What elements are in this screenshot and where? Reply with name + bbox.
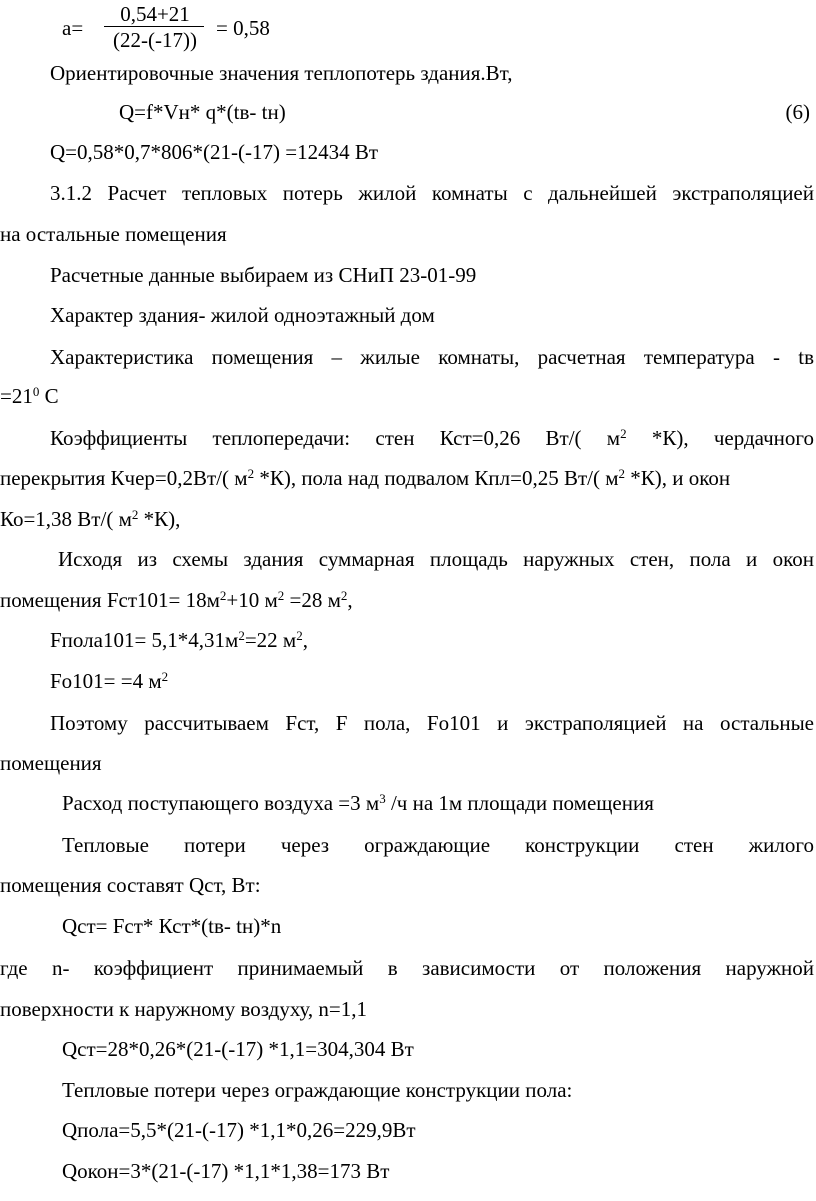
line-28: Qпола=5,5*(21-(-17) *1,1*0,26=229,9Вт — [62, 1118, 416, 1142]
line-2: Ориентировочные значения теплопотерь здания.Вт, — [50, 61, 513, 85]
formula-qst: Qст= Fст* Кст*(tв- tн)*n — [62, 914, 282, 938]
line-8: Характер здания- жилой одноэтажный дом — [50, 303, 435, 327]
line-11: Коэффициенты теплопередачи: стен Кст=0,26 Вт/( $м^2$ *К), чердачного — [50, 426, 814, 450]
line-13: Ко=1,38 Вт/( $м^2$ *К), — [0, 507, 181, 531]
line-7: Расчетные данные выбираем из СНиП 23-01-99 — [50, 263, 477, 287]
line-15: помещения $Fст101= 18м^2+10$ $м^2 =28$ $м^2$, — [0, 588, 353, 612]
line-26: Qст=28*0,26*(21-(-17) *1,1=304,304 Вт — [62, 1037, 414, 1061]
line-18: Поэтому рассчитываем Fст, F пола, Fо101 и экстраполяцией на остальные — [50, 711, 814, 735]
line-20: Расход поступающего воздуха =3 $м^3$ /ч на 1м площади помещения — [62, 791, 654, 815]
line-24: где n- коэффициент принимаемый в зависимости от положения наружной — [0, 956, 814, 980]
line-25: поверхности к наружному воздуху, n=1,1 — [0, 997, 368, 1021]
line-16: Fпола101= $5,1*4,31м^2=22$ $м^2$, — [50, 628, 308, 652]
line-19: помещения — [0, 751, 102, 775]
formula-a-fraction-bar — [104, 26, 204, 27]
formula-a-denominator: (22-(-17)) — [113, 28, 197, 52]
line-10: $=21^0$ С — [0, 384, 59, 408]
formula-a-result: = 0,58 — [216, 16, 270, 40]
line-21: Тепловые потери через ограждающие конструкции стен жилого — [62, 833, 814, 857]
formula-a-label: a= — [62, 16, 84, 40]
formula-a-numerator: 0,54+21 — [120, 2, 190, 26]
line-9: Характеристика помещения – жилые комнаты, расчетная температура - tв — [50, 345, 814, 369]
line-4: Q=0,58*0,7*806*(21-(-17) =12434 Вт — [50, 140, 379, 164]
formula-number: (6) — [785, 100, 810, 124]
section-heading-line-1: 3.1.2 Расчет тепловых потерь жилой комнаты с дальнейшей экстраполяцией — [50, 181, 814, 205]
line-27: Тепловые потери через ограждающие конструкции пола: — [62, 1078, 573, 1102]
formula-q: Q=f*Vн* q*(tв- tн) — [119, 100, 286, 124]
line-17: Fо101= =4 $м^2$ — [50, 669, 169, 693]
section-heading-line-2: на остальные помещения — [0, 222, 227, 246]
line-29: Qокон=3*(21-(-17) *1,1*1,38=173 Вт — [62, 1159, 390, 1183]
line-14: Исходя из схемы здания суммарная площадь наружных стен, пола и окон — [58, 547, 814, 571]
line-22: помещения составят Qст, Вт: — [0, 873, 261, 897]
line-12: перекрытия Кчер=0,2Вт/( $м^2$ *К), пола над подвалом Кпл=0,25 Вт/( $м^2$ *К), и окон — [0, 466, 731, 490]
